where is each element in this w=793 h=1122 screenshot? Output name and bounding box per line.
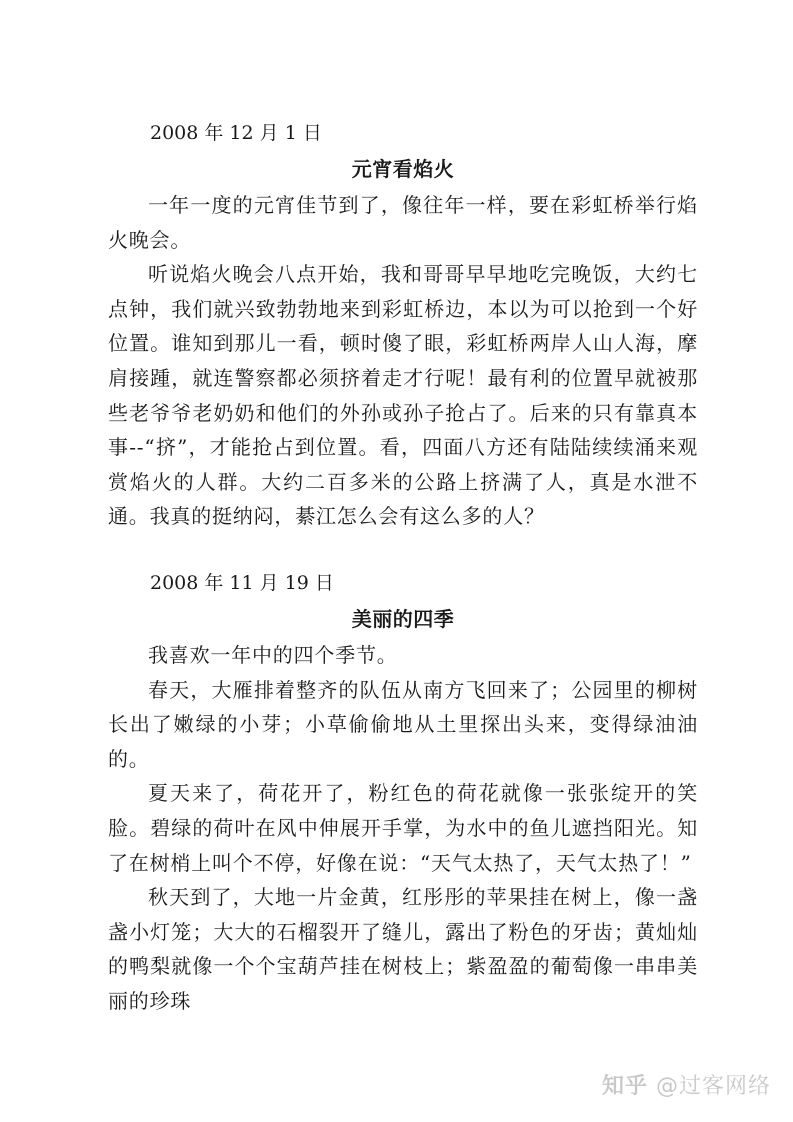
watermark-author: @过客网络 — [655, 1074, 771, 1099]
diary-entry — [108, 566, 698, 1019]
watermark — [602, 1069, 771, 1100]
diary-entry — [108, 116, 698, 534]
entry-paragraph: 春天，大雁排着整齐的队伍从南方飞回来了；公园里的柳树长出了嫩绿的小芽；小草偷偷地从土里探出头来，变得绿油油的。 — [108, 677, 698, 771]
entry-title: 元宵看焰火 — [351, 157, 455, 181]
entry-paragraph: 秋天到了，大地一片金黄，红彤彤的苹果挂在树上，像一盏盏小灯笼；大大的石榴裂开了缝儿，露出了粉色的牙齿；黄灿灿的鸭梨就像一个个宝葫芦挂在树枝上；紫盈盈的葡萄像一串串美丽的珍珠 — [108, 885, 698, 1013]
entry-paragraph: 一年一度的元宵佳节到了，像往年一样，要在彩虹桥举行焰火晚会。 — [108, 193, 698, 252]
entry-paragraph: 听说焰火晚会八点开始，我和哥哥早早地吃完晚饭，大约七点钟，我们就兴致勃勃地来到彩虹桥边，本以为可以抢到一个好位置。谁知到那儿一看，顿时傻了眼，彩虹桥两岸人山人海，摩肩接踵，就连警察都必须挤着走才行呢！最有利的位置早就被那些老爷爷老奶奶和他们的外孙或孙子抢占了。后来的只有靠真本事--“挤”，才能抢占到位置。看，四面八方还有陆陆续续涌来观赏焰火的人群。大约二百多米的公路上挤满了人，真是水泄不通。我真的挺纳闷，綦江怎么会有这么多的人？ — [108, 262, 698, 529]
entry-date: 2008 年 11 月 19 日 — [150, 572, 334, 594]
entry-title: 美丽的四季 — [351, 607, 455, 631]
watermark-brand: 知乎 — [601, 1074, 648, 1099]
entry-date: 2008 年 12 月 1 日 — [150, 122, 322, 144]
entry-paragraph: 夏天来了，荷花开了，粉红色的荷花就像一张张绽开的笑脸。碧绿的荷叶在风中伸展开手掌，为水中的鱼儿遮挡阳光。知了在树梢上叫个不停，好像在说：“天气太热了，天气太热了！” — [108, 781, 698, 875]
entry-paragraph: 我喜欢一年中的四个季节。 — [148, 643, 398, 667]
